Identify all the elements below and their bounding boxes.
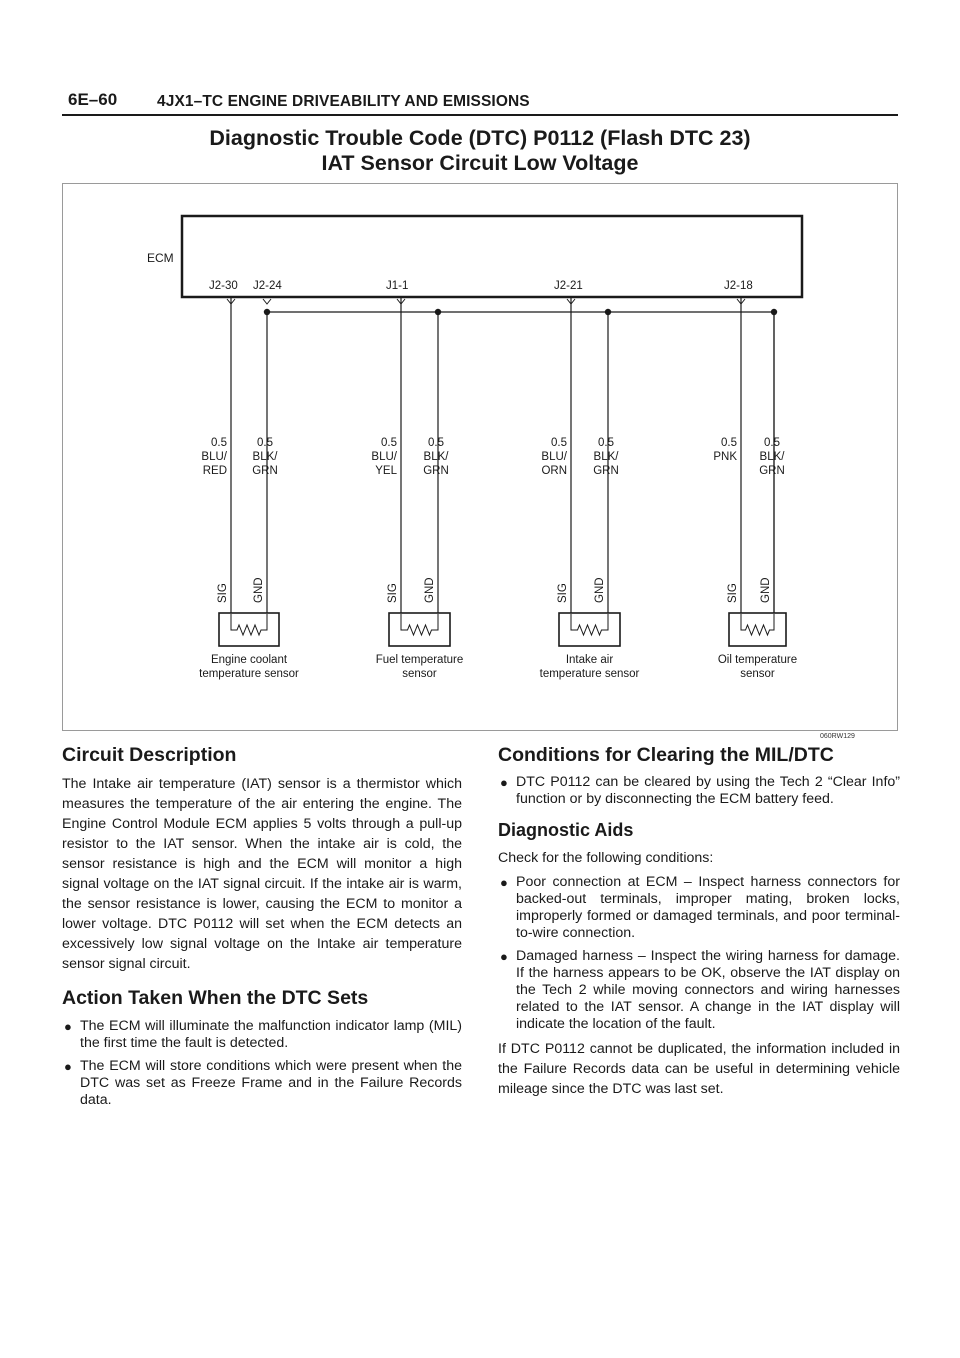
header-rule [62,114,898,116]
splice-dot-icon [264,309,270,315]
sig-label: SIG [387,583,399,603]
sig-label: SIG [557,583,569,603]
ecm-label: ECM [147,251,174,265]
wire-color-label: GRN [423,465,449,477]
list-item [498,948,900,1033]
pin-label: J2-30 [209,280,238,292]
diagram-layer [199,280,797,680]
conditions-clearing-list [498,774,900,808]
splice-dot-icon [435,309,441,315]
gnd-label: GND [594,577,606,603]
splice-dot-icon [605,309,611,315]
figure-code: 060RW129 [820,733,855,740]
bullet-icon: ● [64,1058,72,1074]
wire-color-label: YEL [375,465,397,477]
wiring-diagram-svg [62,183,898,731]
gnd-label: GND [760,577,772,603]
list-item [498,874,900,942]
list-item-text: Poor connection at ECM – Inspect harness connectors for backed-out terminals, improper mating, broken locks, improperly formed or damaged terminals, and poor terminal-to-wire connection. [516,873,900,941]
left-column [62,744,462,1121]
gnd-label: GND [253,577,265,603]
page-number: 6E–60 [68,90,118,109]
wire-color-label: 0.5 [551,437,567,449]
sig-label: SIG [217,583,229,603]
wire-color-label: BLK/ [593,451,619,463]
wire-color-label: BLU/ [201,451,227,463]
sensor-name-label: Fuel temperature [375,654,464,666]
circuit-description-heading: Circuit Description [62,744,237,766]
splice-dot-icon [771,309,777,315]
sensor-name-label: sensor [402,668,437,680]
wire-color-label: 0.5 [598,437,614,449]
list-item-text: Damaged harness – Inspect the wiring harness for damage. If the harness appears to be OK, observe the IAT display on the Tech 2 while moving connectors and wiring harnesses related to the IAT sensor. A change in the IAT display will indicate the location of the fault. [516,947,900,1032]
wire-color-label: 0.5 [721,437,737,449]
wire-color-label: ORN [541,465,567,477]
sig-label: SIG [727,583,739,603]
diagnostic-aids-intro: Check for the following conditions: [498,849,714,866]
bullet-icon: ● [500,874,508,890]
action-taken-heading: Action Taken When the DTC Sets [62,987,369,1010]
list-item-text: The ECM will illuminate the malfunction indicator lamp (MIL) the first time the fault is detected. [80,1017,462,1051]
pin-label: J2-24 [253,280,282,292]
wire-color-label: 0.5 [764,437,780,449]
wire-color-label: BLK/ [252,451,278,463]
circuit-description-text: The Intake air temperature (IAT) sensor is a thermistor which measures the temperature of the air entering the engine. The Engine Control Module ECM applies 5 volts through a pull-up resistor to the IAT sensor. When the intake air is cold, the sensor resistance is high and the ECM will monitor a high signal voltage on the IAT signal circuit. If the intake air is warm, the sensor resistance is lower, causing the ECM to monitor a lower voltage. DTC P0112 will set when the ECM detects an excessively low signal voltage on the Intake air temperature sensor signal circuit. [62,776,462,973]
wire-color-label: GRN [759,465,785,477]
sensor-name-label: temperature sensor [539,668,640,680]
page-title: Diagnostic Trouble Code (DTC) P0112 (Flash DTC 23) [209,126,751,150]
sensor-name-label: temperature sensor [199,668,299,680]
diagnostic-aids-heading: Diagnostic Aids [498,820,634,841]
wire-color-label: 0.5 [381,437,397,449]
list-item [62,1058,462,1109]
right-column [498,744,900,1099]
list-item-text: DTC P0112 can be cleared by using the Tech 2 “Clear Info” function or by disconnecting the ECM battery feed. [516,774,900,808]
sensor-name-label: Intake air [565,654,614,666]
action-taken-list [62,1018,462,1109]
pin-label: J1-1 [386,280,409,292]
connector-icon [263,299,271,304]
wiring-diagram [62,183,898,731]
diagnostic-aids-closing: If DTC P0112 cannot be duplicated, the information included in the Failure Records data can be useful in determining vehicle mileage since the DTC was last set. [498,1040,900,1097]
wire-color-label: 0.5 [428,437,444,449]
diagnostic-aids-list [498,874,900,1033]
pin-label: J2-21 [554,280,583,292]
bullet-icon: ● [64,1018,72,1034]
list-item [498,774,900,808]
bullet-icon: ● [500,948,508,964]
gnd-label: GND [424,577,436,603]
wire-color-label: GRN [252,465,278,477]
sensor-name-label: sensor [740,668,775,680]
pin-label: J2-18 [724,280,753,292]
bullet-icon: ● [500,775,508,791]
wire-color-label: GRN [593,465,619,477]
page-subtitle: IAT Sensor Circuit Low Voltage [321,151,639,175]
ground-bus-wire [267,312,774,613]
wire-color-label: BLU/ [541,451,567,463]
sensor-name-label: Oil temperature [717,654,798,666]
sensor-name-label: Engine coolant [210,654,288,666]
wire-color-label: RED [202,465,227,477]
list-item-text: The ECM will store conditions which were present when the DTC was set as Freeze Frame and in the Failure Records data. [80,1057,462,1108]
wire-color-label: BLU/ [371,451,397,463]
list-item [62,1018,462,1052]
wire-color-label: 0.5 [257,437,273,449]
wire-color-label: BLK/ [759,451,785,463]
wire-color-label: PNK [713,451,737,463]
running-head: 4JX1–TC ENGINE DRIVEABILITY AND EMISSIONS [157,93,530,110]
conditions-clearing-heading: Conditions for Clearing the MIL/DTC [498,744,834,766]
wire-color-label: BLK/ [423,451,449,463]
wire-color-label: 0.5 [211,437,227,449]
